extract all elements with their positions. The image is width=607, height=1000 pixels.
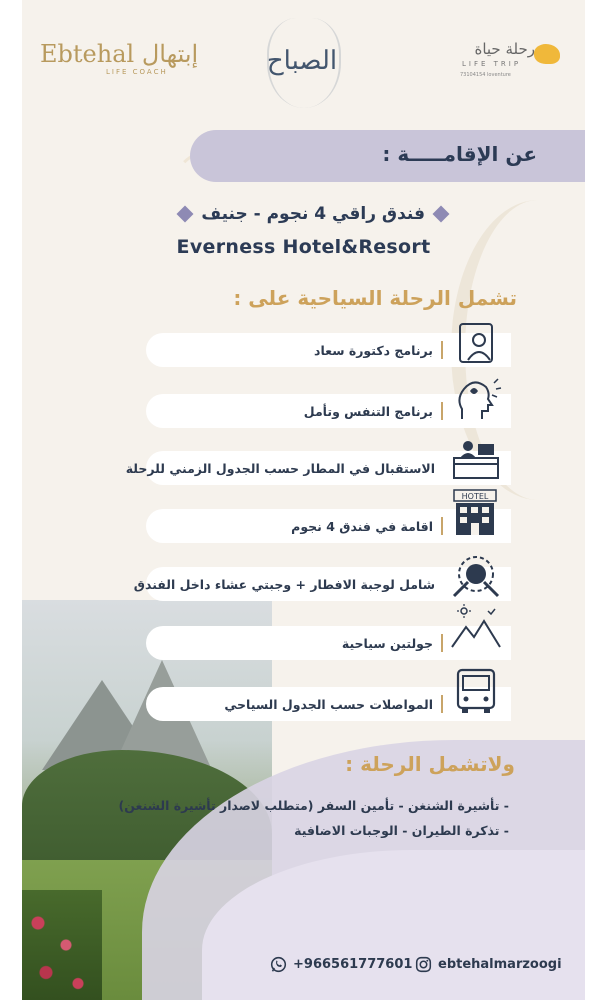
chevron-icon [433, 206, 450, 223]
hotel-row [179, 204, 447, 224]
includes-title: تشمل الرحلة السياحية على : [233, 286, 517, 310]
feature-label: الاستقبال في المطار حسب الجدول الزمني للرحلة [125, 460, 435, 476]
logo-life-trip [440, 40, 570, 85]
footer [0, 956, 607, 980]
excludes-title: ولاتشمل الرحلة : [345, 752, 515, 776]
excludes-line-2: - تذكرة الطيران - الوجبات الاضافية [294, 823, 509, 838]
logo-left-name-en: Ebtehal [40, 40, 135, 68]
logo-left-subtitle: LIFE COACH [106, 68, 168, 76]
instagram-contact[interactable] [415, 956, 562, 973]
logo-ebtehal [40, 40, 199, 90]
reception-desk-icon [448, 436, 504, 486]
mountain-sun-icon [448, 603, 504, 653]
feature-label: المواصلات حسب الجدول السياحي [224, 696, 433, 712]
feature-label: جولتين سياحية [341, 635, 433, 651]
logo-center-text: الصباح [266, 46, 338, 76]
bus-icon [448, 666, 504, 716]
feature-label: برنامج التنفس وتأمل [303, 403, 433, 419]
feature-label: شامل لوجبة الافطار + وجبتي عشاء داخل الفندق [133, 576, 435, 592]
feature-label: برنامج دكتورة سعاد [314, 342, 433, 358]
feature-label: اقامة في فندق 4 نجوم [291, 518, 433, 534]
logo-center [262, 18, 342, 108]
flowers-decor [22, 890, 102, 1000]
hotel-name-ar: فندق راقي 4 نجوم - جنيف [201, 204, 425, 224]
chevron-icon [177, 206, 194, 223]
logo-right-contact: 73104154 loventure [460, 72, 511, 78]
logo-right-name-ar: رحلة حياة [474, 40, 535, 58]
hotel-building-icon [448, 488, 504, 538]
instagram-icon [415, 956, 432, 973]
logo-left-name-ar: إبتهال [141, 40, 199, 68]
brand-blob-icon [534, 44, 560, 64]
meal-plate-icon [448, 552, 504, 602]
svg-text:HOTEL: HOTEL [461, 492, 489, 501]
whatsapp-icon [270, 956, 287, 973]
hotel-name-en: Everness Hotel&Resort [176, 236, 431, 258]
logo-right-name-en: LIFE TRIP [462, 60, 522, 68]
breathing-head-icon [448, 373, 504, 423]
instagram-handle: ebtehalmarzoogi [438, 957, 562, 972]
phone-number: +966561777601 [293, 957, 413, 972]
residence-title: عن الإقامـــــة : [382, 142, 537, 166]
person-frame-icon [448, 320, 504, 370]
phone-contact[interactable] [270, 956, 412, 973]
excludes-line-1: - تأشيرة الشنغن - تأمين السفر (متطلب لاصدار تأشيرة الشنغن) [118, 798, 509, 813]
